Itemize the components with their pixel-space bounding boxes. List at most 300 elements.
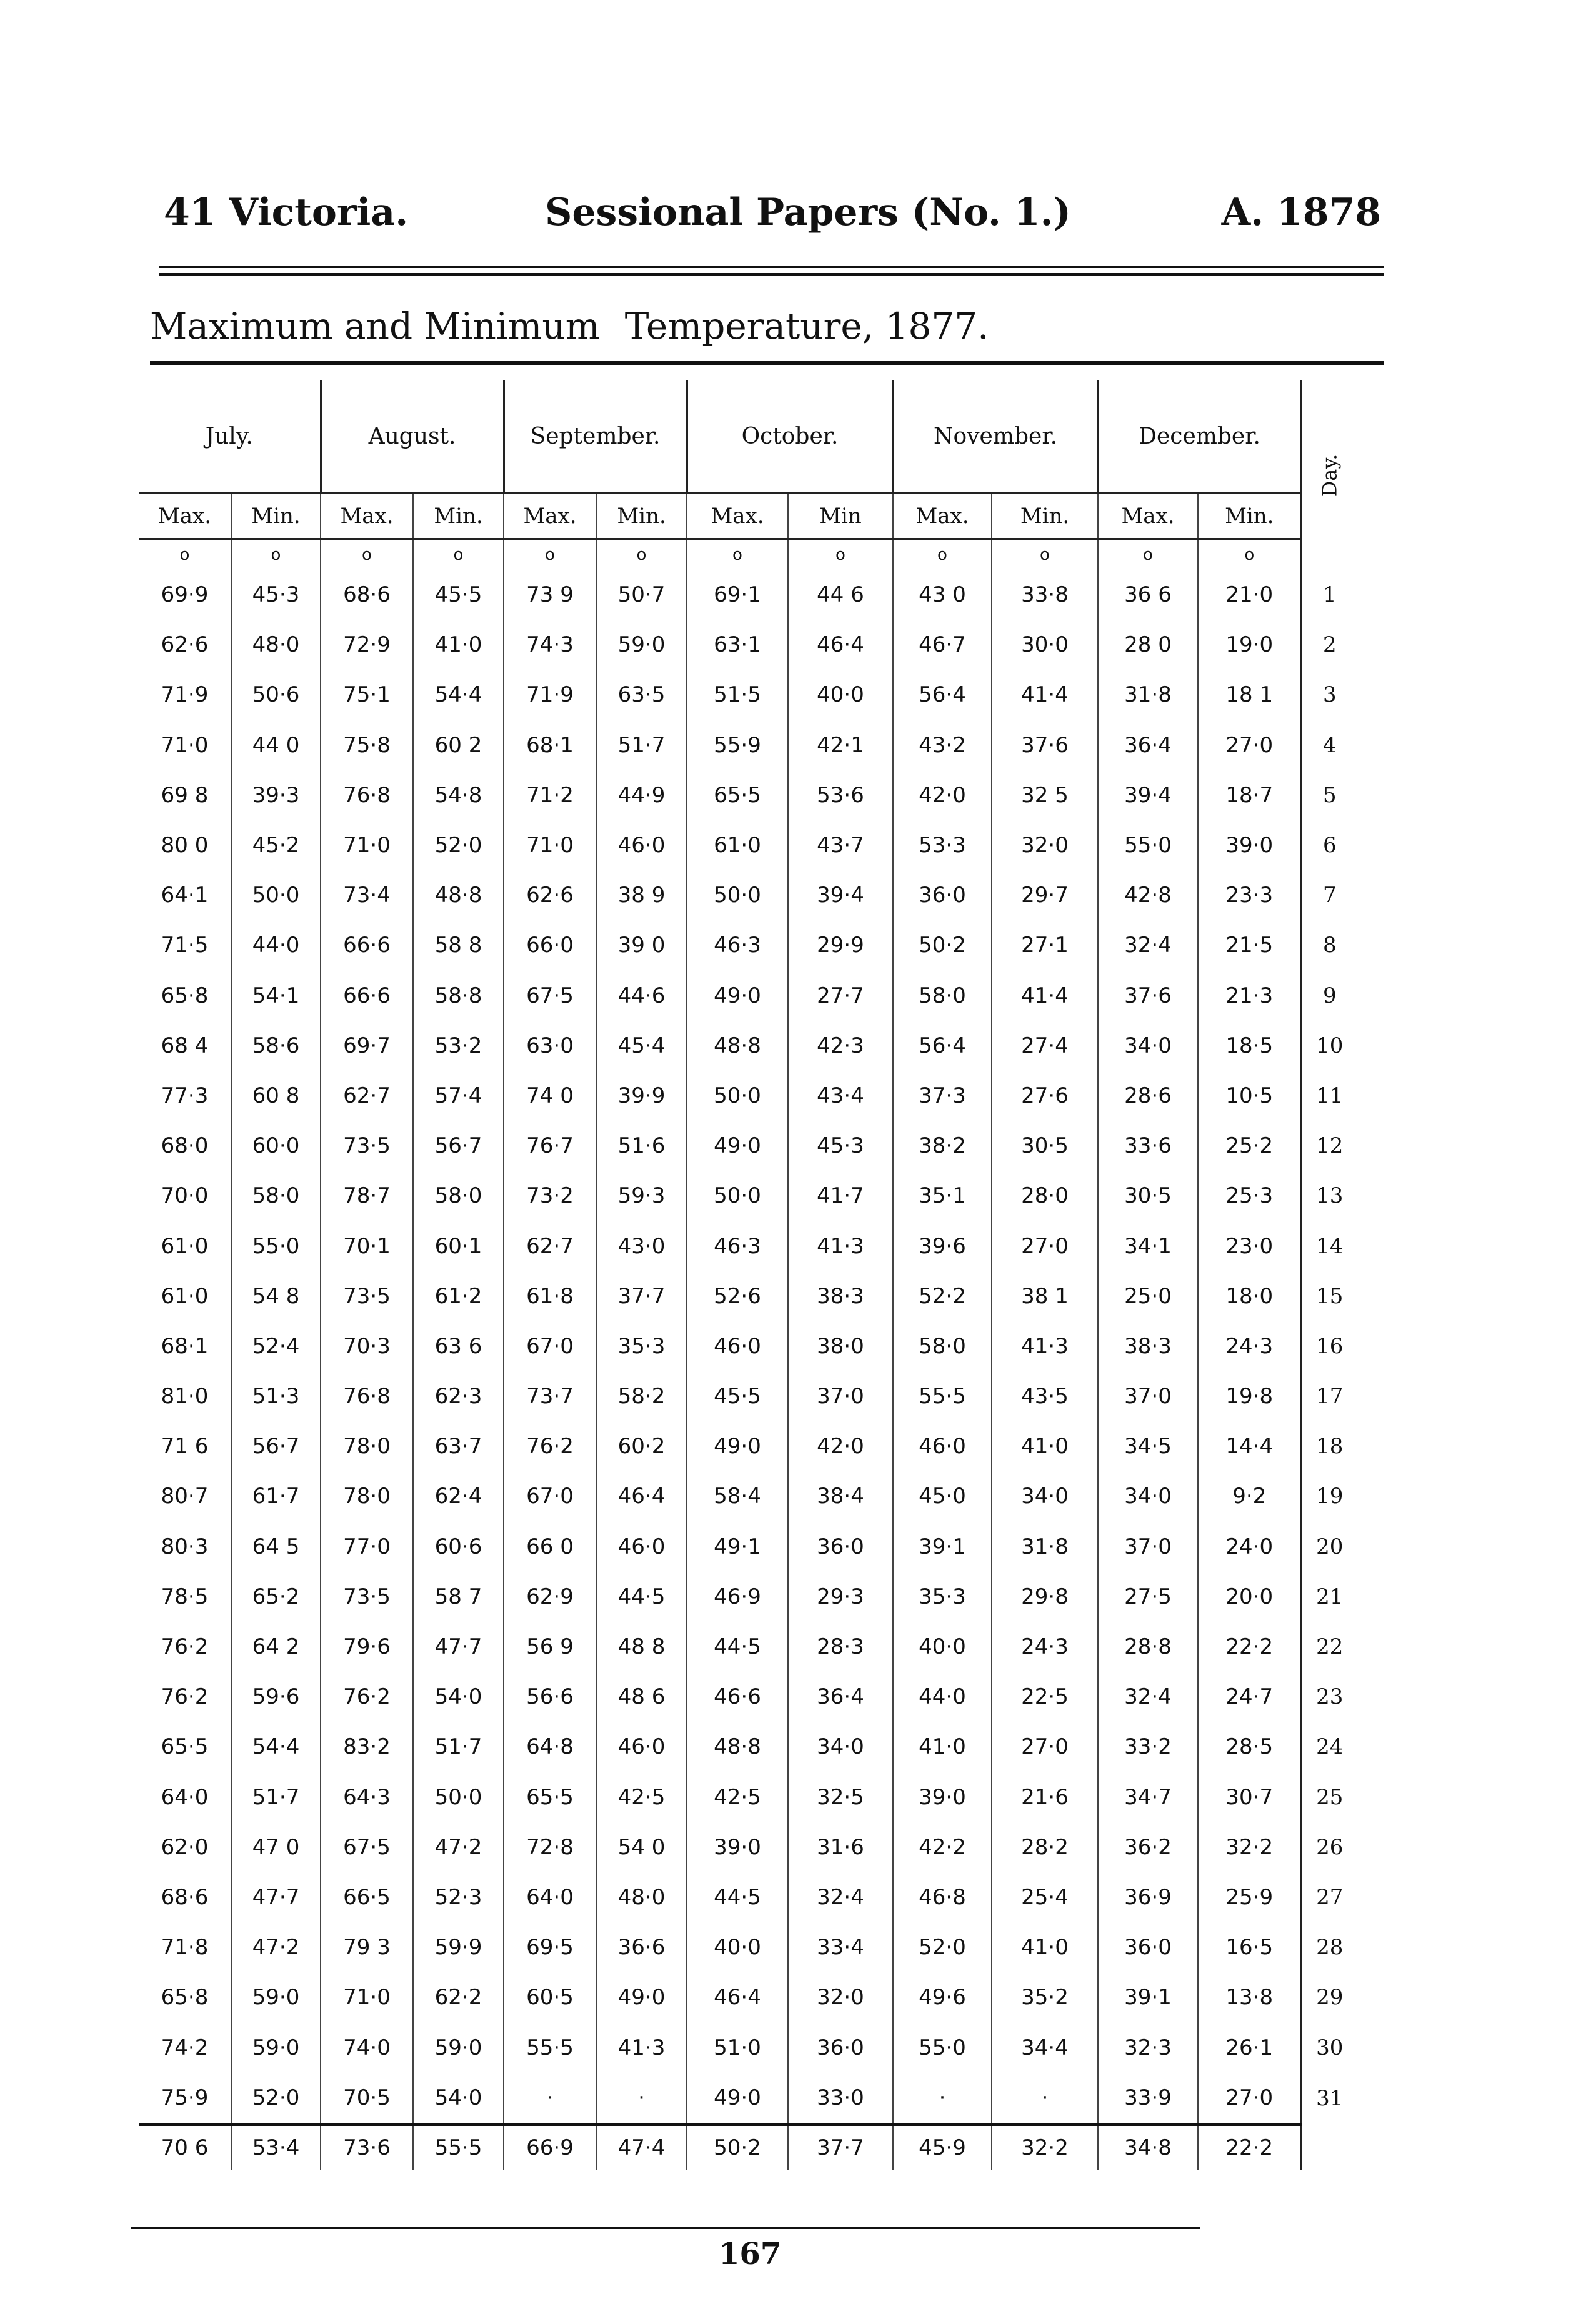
temperature-cell: 41·0 <box>893 1722 992 1772</box>
temperature-cell: 38 1 <box>992 1271 1098 1321</box>
temperature-cell: 33·9 <box>1098 2073 1198 2125</box>
temperature-cell: 73·5 <box>321 1271 413 1321</box>
temperature-cell: 71 6 <box>161 1434 209 1459</box>
table-row <box>139 971 1357 1021</box>
min-column-header: Min. <box>413 494 504 539</box>
day-number: 26 <box>1301 1822 1357 1872</box>
month-header: December. <box>1098 380 1301 494</box>
temperature-cell: 54·4 <box>413 670 504 720</box>
temperature-cell: 39·1 <box>893 1522 992 1572</box>
temperature-cell: 61·2 <box>413 1271 504 1321</box>
temperature-cell: 54 8 <box>231 1271 321 1321</box>
temperature-cell: 62·0 <box>161 1834 209 1860</box>
temperature-cell: 38·3 <box>788 1271 893 1321</box>
temperature-cell: 38·4 <box>788 1471 893 1521</box>
degree-symbol: o <box>788 539 893 570</box>
temperature-cell: 13·8 <box>1198 1972 1301 2022</box>
temperature-cell: 26·1 <box>1198 2022 1301 2072</box>
temperature-cell: 80·7 <box>161 1484 209 1509</box>
temperature-cell: 55·9 <box>687 720 788 770</box>
temperature-cell: 21·5 <box>1198 920 1301 970</box>
temperature-cell: 45·2 <box>231 820 321 870</box>
temperature-table <box>139 380 1357 2170</box>
temperature-cell: 71·9 <box>161 682 209 708</box>
temperature-cell: 55·0 <box>1098 820 1198 870</box>
title-part-1: Maximum and Minimum <box>150 305 600 347</box>
temperature-cell: 38·3 <box>1098 1321 1198 1371</box>
temperature-cell: 44·5 <box>596 1572 687 1622</box>
temperature-cell: 45·4 <box>596 1021 687 1071</box>
temperature-cell: 29·3 <box>788 1572 893 1622</box>
temperature-cell: 27·7 <box>788 971 893 1021</box>
temperature-cell: 9·2 <box>1198 1471 1301 1521</box>
temperature-cell: · <box>504 2073 596 2125</box>
temperature-cell: 21·0 <box>1198 570 1301 620</box>
temperature-cell: · <box>596 2073 687 2125</box>
temperature-cell: 76·8 <box>321 770 413 820</box>
temperature-cell: 49·6 <box>893 1972 992 2022</box>
temperature-cell: 56·7 <box>231 1421 321 1471</box>
temperature-cell: 65·5 <box>687 770 788 820</box>
temperature-cell: 51·7 <box>413 1722 504 1772</box>
temperature-cell: 24·0 <box>1198 1522 1301 1572</box>
temperature-cell: 18·5 <box>1198 1021 1301 1071</box>
temperature-cell: 27·0 <box>992 1221 1098 1271</box>
mean-cell: 66·9 <box>504 2124 596 2170</box>
temperature-cell: 43 0 <box>893 570 992 620</box>
temperature-cell: 62·4 <box>413 1471 504 1521</box>
day-column-blank <box>1301 2124 1357 2170</box>
temperature-cell: 61·0 <box>161 1233 209 1259</box>
degree-symbol: o <box>321 539 413 570</box>
temperature-cell: 18·7 <box>1198 770 1301 820</box>
temperature-cell: 28·6 <box>1098 1071 1198 1121</box>
temperature-cell: 54·0 <box>413 2073 504 2125</box>
day-number: 16 <box>1301 1321 1357 1371</box>
temperature-cell: 44·9 <box>596 770 687 820</box>
temperature-cell: 37·6 <box>1098 971 1198 1021</box>
degree-symbol-row <box>139 539 1357 570</box>
table-row <box>139 920 1357 970</box>
temperature-cell: 40·0 <box>788 670 893 720</box>
temperature-cell: 73 9 <box>504 570 596 620</box>
temperature-cell: 50·0 <box>687 1071 788 1121</box>
temperature-cell: 66·6 <box>321 971 413 1021</box>
max-column-header: Max. <box>893 494 992 539</box>
temperature-cell: 58·0 <box>893 1321 992 1371</box>
temperature-cell: 49·0 <box>596 1972 687 2022</box>
temperature-cell: 36·6 <box>596 1922 687 1972</box>
table-row <box>139 570 1357 620</box>
temperature-cell: 70·1 <box>321 1221 413 1271</box>
temperature-cell: 21·6 <box>992 1772 1098 1822</box>
temperature-cell: 22·2 <box>1198 1622 1301 1672</box>
temperature-cell: 33·0 <box>788 2073 893 2125</box>
temperature-cell: 68·1 <box>161 1333 209 1359</box>
temperature-cell: 69·7 <box>321 1021 413 1071</box>
mean-cell: 22·2 <box>1198 2124 1301 2170</box>
temperature-cell: 42·8 <box>1098 870 1198 920</box>
day-column-header <box>1301 380 1357 570</box>
day-number: 27 <box>1301 1872 1357 1922</box>
temperature-cell: 37·3 <box>893 1071 992 1121</box>
temperature-cell: 76·2 <box>161 1684 209 1710</box>
temperature-cell: 52·6 <box>687 1271 788 1321</box>
temperature-cell: 65·8 <box>161 1985 209 2010</box>
degree-symbol: o <box>687 539 788 570</box>
temperature-cell: 62·6 <box>504 870 596 920</box>
temperature-cell: 38 9 <box>596 870 687 920</box>
temperature-cell: 42·5 <box>596 1772 687 1822</box>
temperature-cell: 69 8 <box>161 782 209 808</box>
temperature-cell: 60·2 <box>596 1421 687 1471</box>
temperature-cell: 46·3 <box>687 920 788 970</box>
temperature-cell: 65·5 <box>161 1734 209 1760</box>
degree-symbol: o <box>893 539 992 570</box>
temperature-cell: 70·5 <box>321 2073 413 2125</box>
table-row <box>139 1772 1357 1822</box>
temperature-cell: 46·4 <box>687 1972 788 2022</box>
temperature-cell: 76·2 <box>504 1421 596 1471</box>
max-column-header: Max. <box>1098 494 1198 539</box>
temperature-cell: 62·3 <box>413 1371 504 1421</box>
temperature-cell: 48·0 <box>596 1872 687 1922</box>
temperature-cell: 28 0 <box>1098 620 1198 670</box>
temperature-cell: 60·5 <box>504 1972 596 2022</box>
temperature-cell: 36·9 <box>1098 1872 1198 1922</box>
month-header: October. <box>687 380 893 494</box>
temperature-cell: 42·2 <box>893 1822 992 1872</box>
degree-symbol: o <box>413 539 504 570</box>
temperature-cell: 39·1 <box>1098 1972 1198 2022</box>
temperature-cell: 64·1 <box>161 883 209 908</box>
day-number: 5 <box>1301 770 1357 820</box>
temperature-cell: 36·0 <box>788 1522 893 1572</box>
table-row <box>139 1371 1357 1421</box>
temperature-cell: 41·4 <box>992 971 1098 1021</box>
temperature-cell: 23·3 <box>1198 870 1301 920</box>
temperature-cell: 29·8 <box>992 1572 1098 1622</box>
temperature-cell: 73·2 <box>504 1171 596 1221</box>
temperature-cell: 41·7 <box>788 1171 893 1221</box>
temperature-cell: 39 0 <box>596 920 687 970</box>
temperature-cell: 46·0 <box>893 1421 992 1471</box>
temperature-cell: 44·6 <box>596 971 687 1021</box>
day-number: 6 <box>1301 820 1357 870</box>
temperature-cell: 63·1 <box>687 620 788 670</box>
day-number: 7 <box>1301 870 1357 920</box>
temperature-cell: 34·0 <box>1098 1021 1198 1071</box>
min-column-header: Min. <box>992 494 1098 539</box>
temperature-cell: 46·7 <box>893 620 992 670</box>
day-number: 11 <box>1301 1071 1357 1121</box>
header-year: A. 1878 <box>1221 191 1381 234</box>
temperature-cell: 55·5 <box>893 1371 992 1421</box>
temperature-cell: 71·5 <box>161 933 209 958</box>
day-number: 14 <box>1301 1221 1357 1271</box>
table-row <box>139 1171 1357 1221</box>
temperature-cell: 43·5 <box>992 1371 1098 1421</box>
temperature-cell: 36·0 <box>788 2022 893 2072</box>
temperature-cell: 51·7 <box>231 1772 321 1822</box>
table-row <box>139 1021 1357 1071</box>
temperature-cell: 51·7 <box>596 720 687 770</box>
temperature-cell: 25·3 <box>1198 1171 1301 1221</box>
temperature-cell: 54 0 <box>596 1822 687 1872</box>
temperature-cell: 50·0 <box>231 870 321 920</box>
degree-symbol: o <box>1098 539 1198 570</box>
table-row <box>139 2073 1357 2125</box>
table-row <box>139 1822 1357 1872</box>
table-row <box>139 2022 1357 2072</box>
table-row <box>139 1421 1357 1471</box>
mean-cell: 50·2 <box>687 2124 788 2170</box>
temperature-cell: 50·0 <box>687 1171 788 1221</box>
temperature-cell: 62·2 <box>413 1972 504 2022</box>
min-column-header: Min. <box>1198 494 1301 539</box>
temperature-cell: 60·1 <box>413 1221 504 1271</box>
temperature-cell: 44 6 <box>788 570 893 620</box>
month-header-row <box>139 380 1357 494</box>
temperature-cell: 52·4 <box>231 1321 321 1371</box>
temperature-cell: · <box>893 2073 992 2125</box>
temperature-cell: 80·3 <box>161 1534 209 1559</box>
temperature-cell: 71·8 <box>161 1935 209 1960</box>
temperature-cell: 57·4 <box>413 1071 504 1121</box>
title-part-2: Temperature, 1877. <box>624 305 989 347</box>
temperature-cell: 52·0 <box>231 2073 321 2125</box>
temperature-cell: 36·4 <box>788 1672 893 1722</box>
temperature-cell: 21·3 <box>1198 971 1301 1021</box>
temperature-cell: 27·1 <box>992 920 1098 970</box>
temperature-cell: 27·5 <box>1098 1572 1198 1622</box>
temperature-cell: 78·5 <box>161 1584 209 1609</box>
temperature-cell: 35·3 <box>596 1321 687 1371</box>
min-column-header: Min <box>788 494 893 539</box>
temperature-cell: 36·0 <box>893 870 992 920</box>
mean-cell: 37·7 <box>788 2124 893 2170</box>
temperature-cell: 42·3 <box>788 1021 893 1071</box>
table-row <box>139 1121 1357 1171</box>
temperature-cell: 68·1 <box>504 720 596 770</box>
temperature-cell: 19·8 <box>1198 1371 1301 1421</box>
temperature-cell: 52·0 <box>893 1922 992 1972</box>
temperature-cell: 39·3 <box>231 770 321 820</box>
mean-cell: 53·4 <box>231 2124 321 2170</box>
temperature-cell: 50·7 <box>596 570 687 620</box>
day-number: 3 <box>1301 670 1357 720</box>
temperature-cell: 27·0 <box>992 1722 1098 1772</box>
temperature-cell: 76·2 <box>161 1634 209 1660</box>
temperature-cell: 64·8 <box>504 1722 596 1772</box>
degree-symbol: o <box>179 545 190 564</box>
temperature-cell: 39·9 <box>596 1071 687 1121</box>
temperature-cell: 67·5 <box>321 1822 413 1872</box>
temperature-cell: 58 8 <box>413 920 504 970</box>
temperature-cell: 59·0 <box>413 2022 504 2072</box>
temperature-cell: 63·0 <box>504 1021 596 1071</box>
day-number: 1 <box>1301 570 1357 620</box>
table-row <box>139 770 1357 820</box>
temperature-cell: 46·0 <box>596 1722 687 1772</box>
temperature-cell: 14·4 <box>1198 1421 1301 1471</box>
temperature-cell: 38·2 <box>893 1121 992 1171</box>
day-number: 12 <box>1301 1121 1357 1171</box>
temperature-cell: 71·0 <box>161 732 209 758</box>
temperature-cell: 62·9 <box>504 1572 596 1622</box>
temperature-cell: 27·0 <box>1198 2073 1301 2125</box>
temperature-cell: 30·7 <box>1198 1772 1301 1822</box>
day-number: 31 <box>1301 2073 1357 2125</box>
temperature-cell: 69·5 <box>504 1922 596 1972</box>
day-number: 25 <box>1301 1772 1357 1822</box>
temperature-cell: 54·8 <box>413 770 504 820</box>
page-title <box>150 305 989 347</box>
temperature-cell: 66·0 <box>504 920 596 970</box>
table-row <box>139 820 1357 870</box>
table-row <box>139 1271 1357 1321</box>
temperature-cell: 78·0 <box>321 1471 413 1521</box>
temperature-cell: 37·0 <box>788 1371 893 1421</box>
temperature-cell: 68·6 <box>321 570 413 620</box>
temperature-cell: 25·0 <box>1098 1271 1198 1321</box>
temperature-cell: 48·8 <box>687 1021 788 1071</box>
temperature-cell: 32·4 <box>788 1872 893 1922</box>
temperature-cell: · <box>992 2073 1098 2125</box>
temperature-cell: 18 1 <box>1198 670 1301 720</box>
temperature-cell: 39·4 <box>1098 770 1198 820</box>
temperature-cell: 56·7 <box>413 1121 504 1171</box>
temperature-cell: 58·8 <box>413 971 504 1021</box>
day-number: 30 <box>1301 2022 1357 2072</box>
temperature-cell: 61·7 <box>231 1471 321 1521</box>
day-number: 8 <box>1301 920 1357 970</box>
temperature-cell: 46·4 <box>596 1471 687 1521</box>
temperature-cell: 65·5 <box>504 1772 596 1822</box>
temperature-cell: 43·2 <box>893 720 992 770</box>
temperature-cell: 46·4 <box>788 620 893 670</box>
month-header: November. <box>893 380 1098 494</box>
temperature-cell: 43·7 <box>788 820 893 870</box>
day-number: 15 <box>1301 1271 1357 1321</box>
temperature-cell: 42·5 <box>687 1772 788 1822</box>
temperature-cell: 30·5 <box>1098 1171 1198 1221</box>
temperature-cell: 36·4 <box>1098 720 1198 770</box>
temperature-cell: 49·0 <box>687 971 788 1021</box>
temperature-cell: 47·7 <box>231 1872 321 1922</box>
temperature-cell: 39·0 <box>687 1822 788 1872</box>
temperature-cell: 44 0 <box>231 720 321 770</box>
temperature-cell: 74·0 <box>321 2022 413 2072</box>
temperature-cell: 31·8 <box>992 1522 1098 1572</box>
temperature-cell: 71·2 <box>504 770 596 820</box>
temperature-cell: 77·0 <box>321 1522 413 1572</box>
max-min-header-row <box>139 494 1357 539</box>
temperature-cell: 28·2 <box>992 1822 1098 1872</box>
temperature-cell: 46·8 <box>893 1872 992 1922</box>
temperature-cell: 67·0 <box>504 1321 596 1371</box>
temperature-cell: 47·2 <box>231 1922 321 1972</box>
temperature-cell: 72·8 <box>504 1822 596 1872</box>
temperature-cell: 74 0 <box>504 1071 596 1121</box>
page-number: 167 <box>719 2237 782 2272</box>
temperature-cell: 55·0 <box>893 2022 992 2072</box>
max-column-header: Max. <box>687 494 788 539</box>
temperature-cell: 58·0 <box>231 1171 321 1221</box>
temperature-cell: 56·4 <box>893 670 992 720</box>
temperature-cell: 80 0 <box>161 833 209 858</box>
temperature-cell: 34·0 <box>788 1722 893 1772</box>
temperature-cell: 25·2 <box>1198 1121 1301 1171</box>
temperature-cell: 70·0 <box>161 1183 209 1209</box>
temperature-cell: 61·0 <box>687 820 788 870</box>
temperature-cell: 75·9 <box>161 2085 209 2110</box>
temperature-cell: 52·2 <box>893 1271 992 1321</box>
temperature-cell: 59·6 <box>231 1672 321 1722</box>
day-number: 10 <box>1301 1021 1357 1071</box>
temperature-cell: 61·8 <box>504 1271 596 1321</box>
temperature-cell: 67·5 <box>504 971 596 1021</box>
temperature-cell: 48·8 <box>413 870 504 920</box>
temperature-cell: 41·3 <box>596 2022 687 2072</box>
temperature-cell: 54·0 <box>413 1672 504 1722</box>
mean-cell: 32·2 <box>992 2124 1098 2170</box>
page-header <box>164 191 1381 253</box>
temperature-cell: 75·1 <box>321 670 413 720</box>
header-rule-top <box>159 266 1384 268</box>
temperature-cell: 56 9 <box>504 1622 596 1672</box>
temperature-cell: 50·0 <box>413 1772 504 1822</box>
max-column-header: Max. <box>321 494 413 539</box>
temperature-cell: 64 5 <box>231 1522 321 1572</box>
temperature-cell: 67·0 <box>504 1471 596 1521</box>
day-number: 29 <box>1301 1972 1357 2022</box>
temperature-cell: 78·7 <box>321 1171 413 1221</box>
monthly-mean-row <box>139 2124 1357 2170</box>
day-number: 28 <box>1301 1922 1357 1972</box>
temperature-cell: 30·5 <box>992 1121 1098 1171</box>
temperature-cell: 51·6 <box>596 1121 687 1171</box>
temperature-cell: 29·7 <box>992 870 1098 920</box>
temperature-cell: 73·5 <box>321 1121 413 1171</box>
temperature-cell: 45·3 <box>788 1121 893 1171</box>
temperature-cell: 36·0 <box>1098 1922 1198 1972</box>
temperature-cell: 24·3 <box>992 1622 1098 1672</box>
temperature-cell: 53·6 <box>788 770 893 820</box>
day-number: 2 <box>1301 620 1357 670</box>
table-row <box>139 870 1357 920</box>
table-row <box>139 1321 1357 1371</box>
temperature-cell: 71·0 <box>321 1972 413 2022</box>
temperature-cell: 69·1 <box>687 570 788 620</box>
mean-cell: 47·4 <box>596 2124 687 2170</box>
temperature-cell: 75·8 <box>321 720 413 770</box>
table-row <box>139 1572 1357 1622</box>
temperature-cell: 66 0 <box>504 1522 596 1572</box>
temperature-cell: 18·0 <box>1198 1271 1301 1321</box>
temperature-cell: 47·7 <box>413 1622 504 1672</box>
temperature-cell: 46·3 <box>687 1221 788 1271</box>
temperature-cell: 35·1 <box>893 1171 992 1221</box>
temperature-cell: 39·6 <box>893 1221 992 1271</box>
table-row <box>139 720 1357 770</box>
table-row <box>139 620 1357 670</box>
temperature-cell: 71·0 <box>321 820 413 870</box>
temperature-cell: 44·0 <box>231 920 321 970</box>
temperature-cell: 58·4 <box>687 1471 788 1521</box>
temperature-cell: 58·2 <box>596 1371 687 1421</box>
temperature-cell: 19·0 <box>1198 620 1301 670</box>
